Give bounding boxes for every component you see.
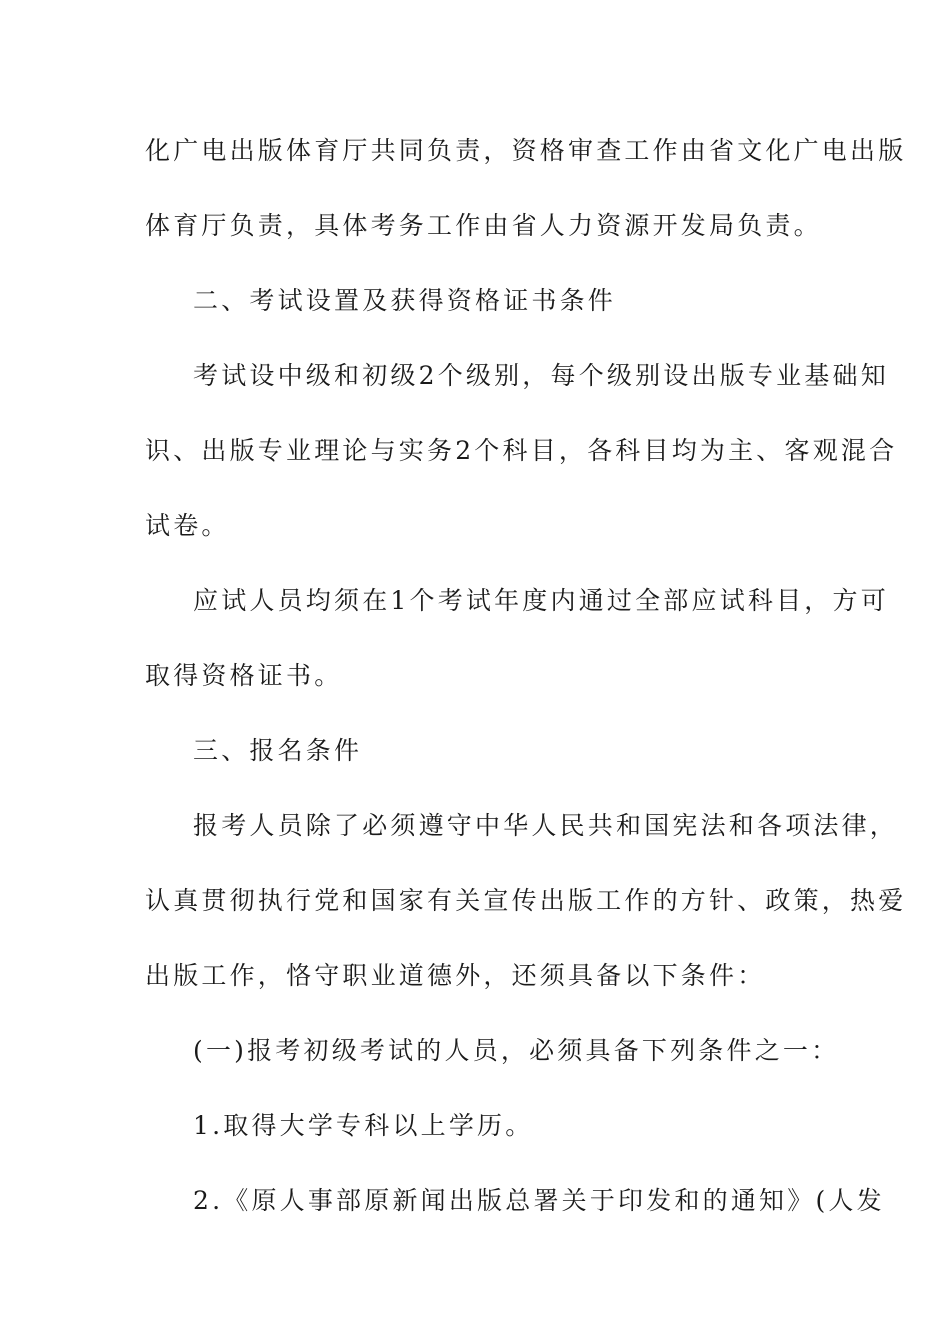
list-item: 1.取得大学专科以上学历。: [193, 1111, 534, 1140]
section-heading: 三、报名条件: [193, 736, 363, 765]
paragraph-line: 报考人员除了必须遵守中华人民共和国宪法和各项法律，: [193, 811, 899, 840]
paragraph-line: 认真贯彻执行党和国家有关宣传出版工作的方针、政策，热爱: [145, 886, 907, 915]
paragraph-line: 考试设中级和初级2个级别，每个级别设出版专业基础知: [193, 361, 889, 390]
paragraph-line: 化广电出版体育厅共同负责，资格审查工作由省文化广电出版: [145, 136, 907, 165]
paragraph-line: 取得资格证书。: [145, 661, 343, 690]
paragraph-line: 出版工作，恪守职业道德外，还须具备以下条件：: [145, 961, 766, 990]
paragraph-line: 应试人员均须在1个考试年度内通过全部应试科目，方可: [193, 586, 889, 615]
paragraph-line: 识、出版专业理论与实务2个科目，各科目均为主、客观混合: [145, 436, 898, 465]
paragraph-line: 体育厅负责，具体考务工作由省人力资源开发局负责。: [145, 211, 822, 240]
paragraph-line: 试卷。: [145, 511, 230, 540]
list-item: 2.《原人事部原新闻出版总署关于印发和的通知》(人发: [193, 1186, 885, 1215]
section-heading: 二、考试设置及获得资格证书条件: [193, 286, 617, 315]
subsection-heading: (一)报考初级考试的人员，必须具备下列条件之一：: [193, 1036, 840, 1065]
